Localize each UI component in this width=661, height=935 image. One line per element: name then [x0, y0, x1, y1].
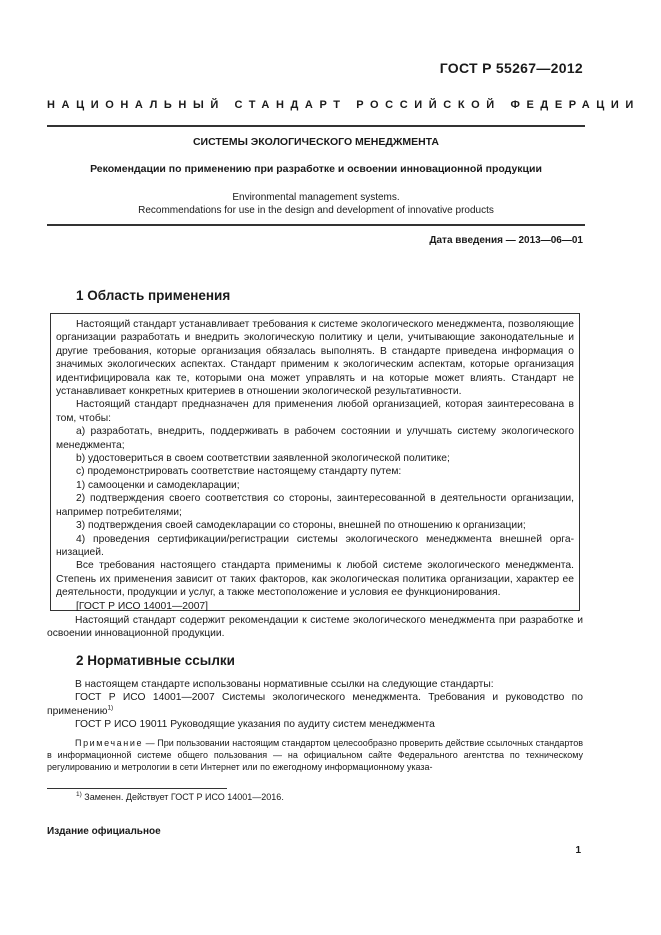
scope-box-text — [56, 318, 574, 613]
box-paragraph: Все требования настоящего стандарта применимы к любой системе экологического менеджмента. Степень их применения зависит от таких факторов, как экологическая политика организации, характер ее деятельности, продукции и услуг, а также местоположение и условия ее функционирования. — [56, 560, 574, 599]
note-text: — При пользовании настоящим стандартом целесообразно проверить действие ссылочных стандартов в информационной системе общего пользования — на официальном сайте Федерального агентства по техническому регулированию и метрологии в сети Интернет или по ежегодному информационному указа- — [47, 738, 583, 772]
box-paragraph: Настоящий стандарт предназначен для применения любой организацией, которая заинтересована в том, чтобы: — [56, 399, 574, 424]
reference-text: ГОСТ Р ИСО 14001—2007 Системы экологического менеджмента. Требования и руководство по применению — [47, 692, 583, 717]
reference-item — [47, 691, 583, 718]
document-title: СИСТЕМЫ ЭКОЛОГИЧЕСКОГО МЕНЕДЖМЕНТА — [192, 136, 440, 148]
footnote — [76, 792, 284, 802]
english-title — [47, 191, 585, 217]
english-title-line-2: Recommendations for use in the design and development of innovative products — [138, 205, 494, 216]
box-paragraph: 2) подтверждения своего соответствия со стороны, заинтересованной в деятельности организации, например потребителями; — [56, 493, 574, 518]
official-edition-label: Издание официальное — [47, 826, 161, 837]
section-2-heading: 2 Нормативные ссылки — [76, 653, 235, 668]
box-paragraph: 1) самооценки и самодекларации; — [76, 479, 240, 491]
footnote-separator — [47, 788, 227, 789]
document-id: ГОСТ Р 55267—2012 — [439, 60, 583, 76]
note-block — [47, 737, 583, 773]
effective-date: Дата введения — 2013—06—01 — [429, 235, 583, 246]
reference-item: ГОСТ Р ИСО 19011 Руководящие указания по аудиту систем менеджмента — [75, 719, 435, 731]
box-paragraph: 4) проведения сертификации/регистрации системы экологического менеджмента внешней организацией. — [56, 533, 574, 558]
document-subtitle: Рекомендации по применению при разработке и освоении инновационной продукции — [90, 163, 542, 175]
note-label: Примечание — [75, 738, 144, 748]
box-paragraph: Настоящий стандарт устанавливает требования к системе экологического менеджмента, позволяющие организации разработать и внедрить экологическую политику и цели, учитывающие законодательные и другие требования, которые организация обязалась выполнять. В стандарте приведена информация о значимых экологических аспектах. Стандарт применим к экологическим аспектам, которые организация идентифицировала как те, которыми она может управлять и на которые может влиять. Стандарт не устанавливает конкретных критериев в отношении экологической результативности. — [56, 319, 574, 398]
footnote-marker: 1) — [107, 704, 114, 712]
section-1-heading: 1 Область применения — [76, 288, 231, 303]
footnote-text: Заменен. Действует ГОСТ Р ИСО 14001—2016. — [81, 792, 284, 802]
box-citation: [ГОСТ Р ИСО 14001—2007] — [76, 600, 209, 612]
top-rule — [47, 125, 585, 127]
english-title-line-1: Environmental management systems. — [232, 192, 400, 203]
references-intro: В настоящем стандарте использованы нормативные ссылки на следующие стандарты: — [75, 679, 494, 690]
box-paragraph: 3) подтверждения своей самодекларации со стороны, внешней по отношению к организации; — [76, 520, 526, 532]
scope-closing-paragraph — [47, 614, 583, 641]
box-paragraph: c) продемонстрировать соответствие настоящему стандарту путем: — [76, 466, 402, 478]
normative-references — [47, 678, 583, 732]
scope-closing-text: Настоящий стандарт содержит рекомендации к системе экологического менеджмента при разработке и освоении инновационной продукции. — [47, 615, 583, 640]
title-bottom-rule — [47, 224, 585, 226]
national-standard-header: НАЦИОНАЛЬНЫЙ СТАНДАРТ РОССИЙСКОЙ ФЕДЕРАЦИИ — [47, 99, 640, 111]
footnote-mark: 1) — [76, 791, 82, 798]
box-paragraph: a) разработать, внедрить, поддерживать в рабочем состоянии и улучшать систему экологического менеджмента; — [56, 426, 574, 451]
page-number: 1 — [575, 845, 581, 856]
box-paragraph: b) удостовериться в своем соответствии заявленной экологической политике; — [76, 453, 450, 465]
